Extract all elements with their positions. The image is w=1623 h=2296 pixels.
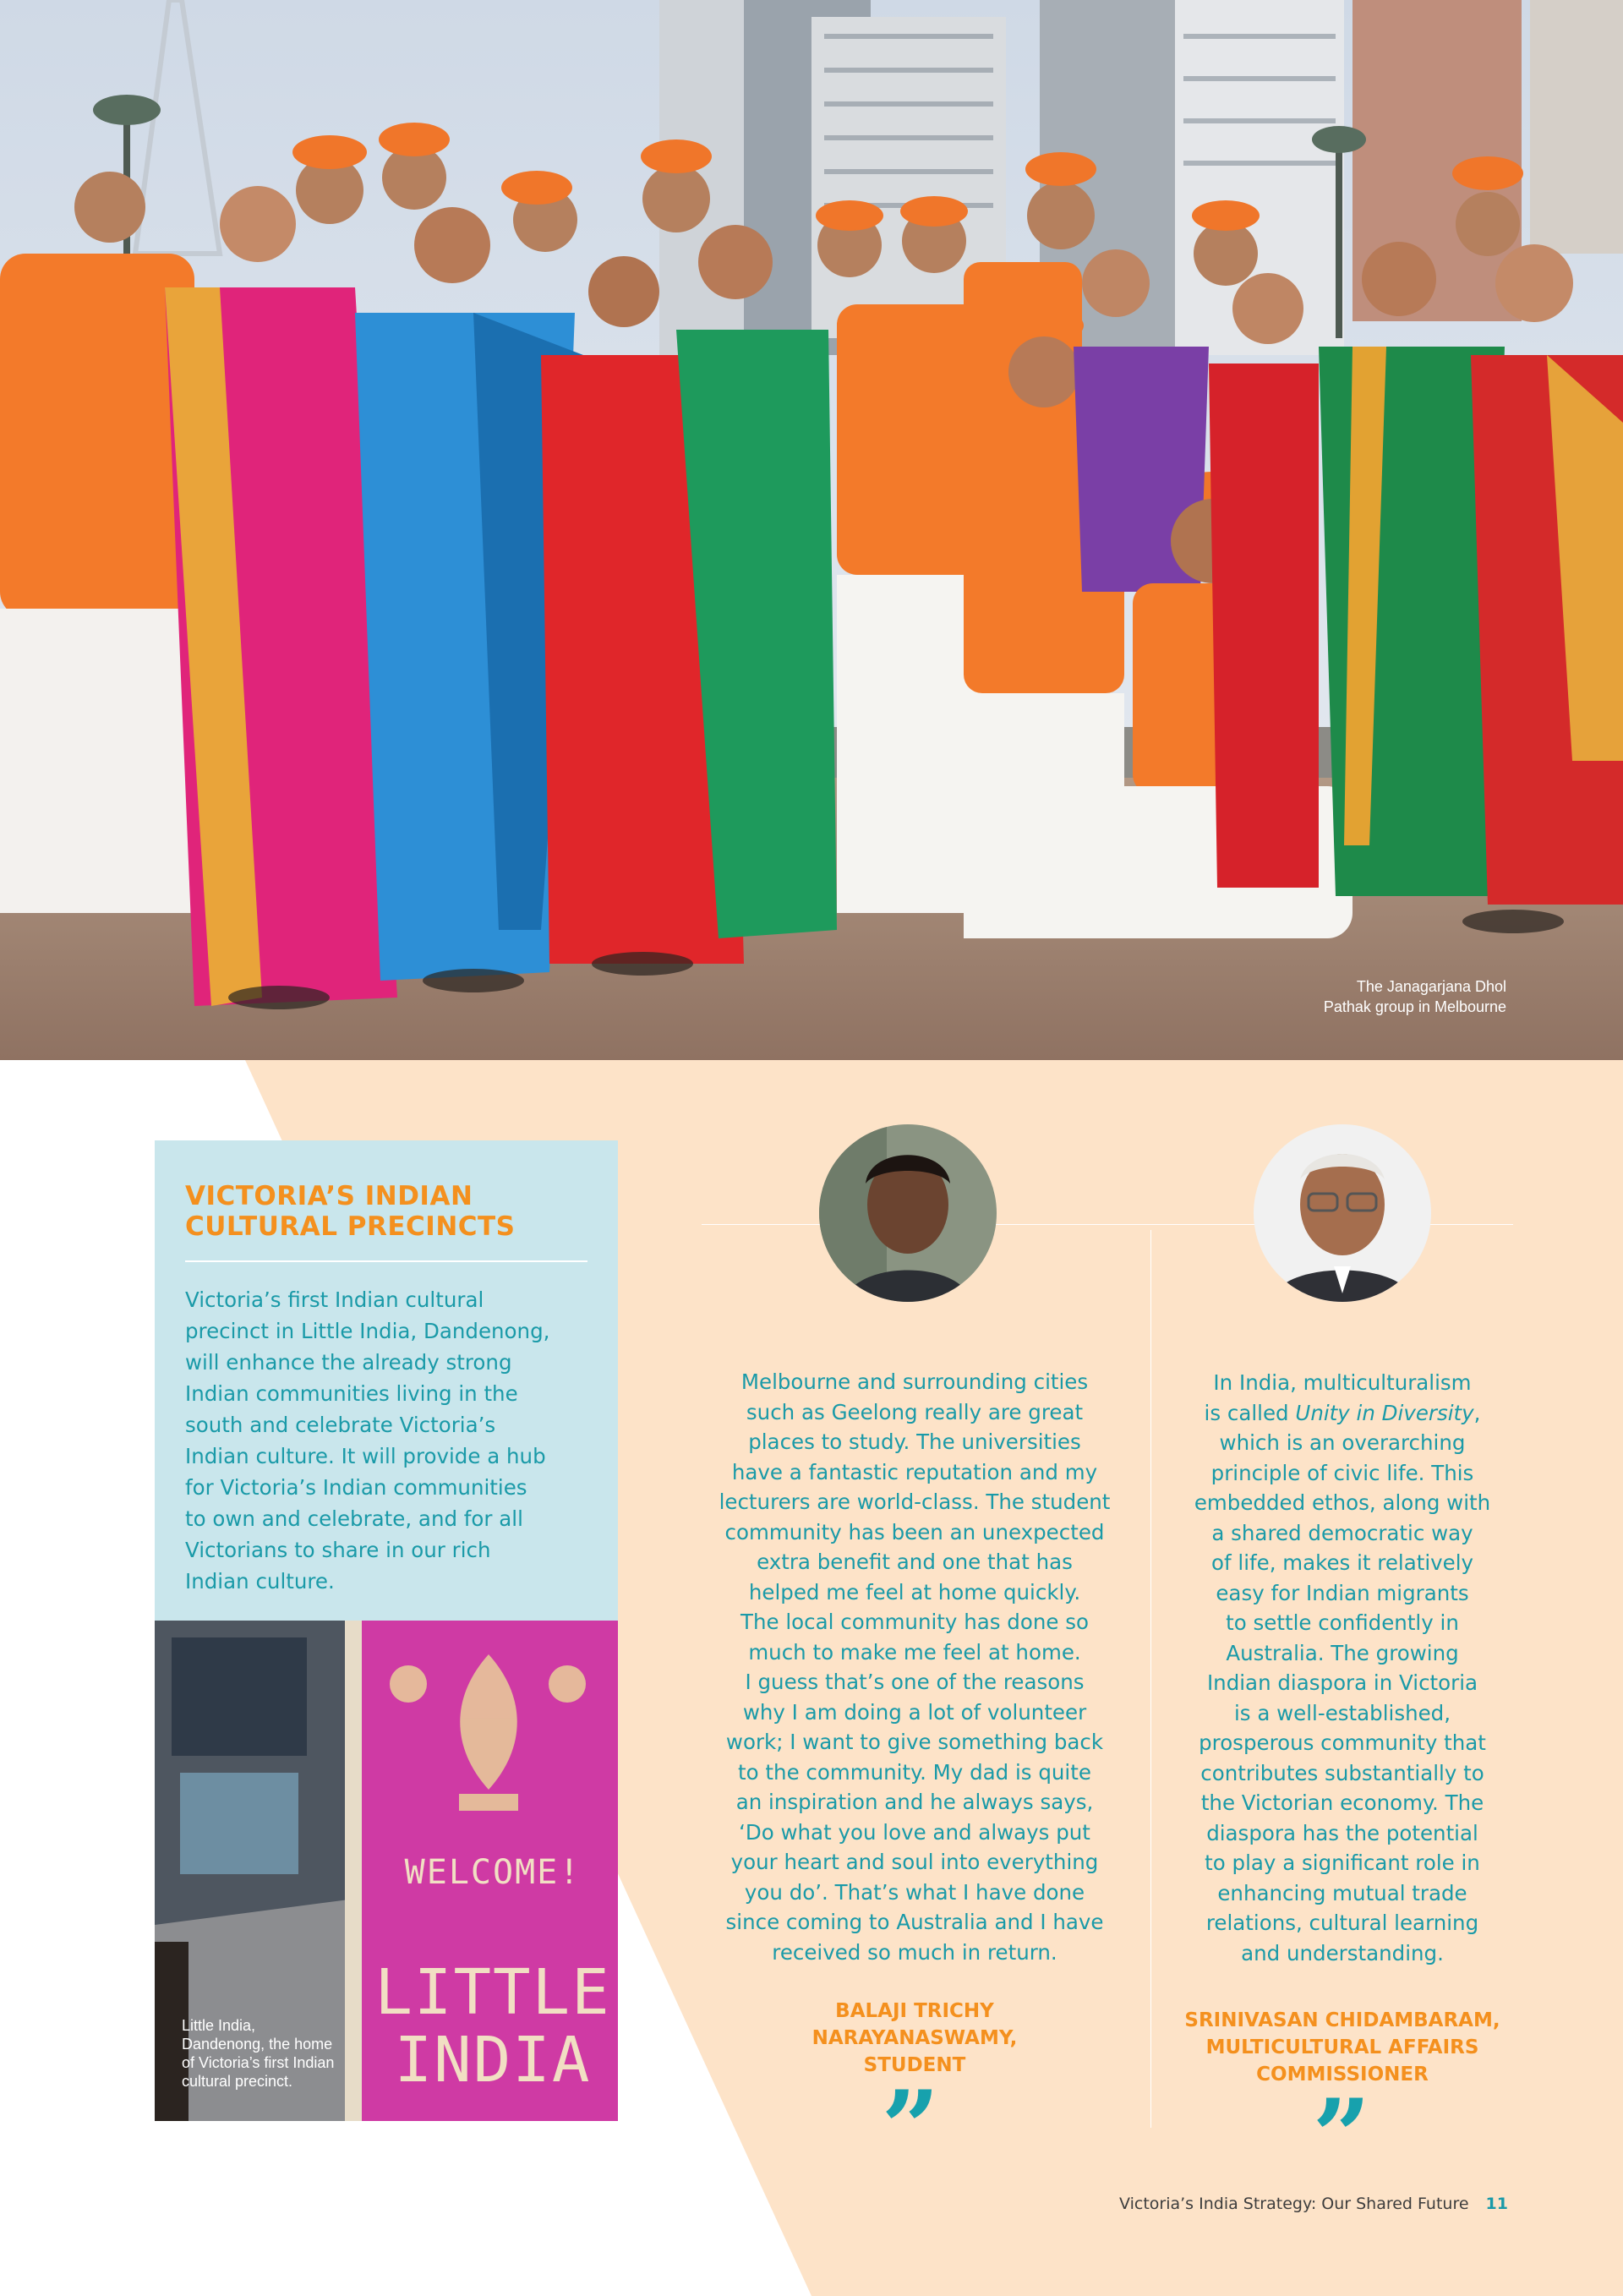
quote-balaji xyxy=(695,1367,1134,1967)
attribution-line: STUDENT xyxy=(863,2054,966,2076)
attribution-srinivasan xyxy=(1165,2007,1520,2088)
portrait-balaji-illustration xyxy=(819,1124,997,1302)
group-photo-illustration xyxy=(0,0,1623,1060)
box-body-line: to own and celebrate, and for all xyxy=(185,1506,523,1531)
quote-line: extra benefit and one that has xyxy=(757,1550,1073,1574)
box-body-line: Victorians to share in our rich xyxy=(185,1538,491,1562)
column-divider xyxy=(1150,1230,1151,2128)
quote-text-run: is called xyxy=(1204,1400,1296,1425)
box-title-line: VICTORIA’S INDIAN xyxy=(185,1181,473,1211)
quote-line: places to study. The universities xyxy=(748,1430,1081,1454)
attribution-line: BALAJI TRICHY xyxy=(835,2000,994,2022)
quote-line: I guess that’s one of the reasons xyxy=(745,1670,1085,1694)
quote-line: the Victorian economy. The xyxy=(1200,1790,1484,1815)
little-india-photo xyxy=(155,1621,618,2121)
banner-little-india-text xyxy=(366,1956,618,2096)
quote-line: a shared democratic way xyxy=(1211,1520,1473,1545)
banner-welcome-text: WELCOME! xyxy=(404,1853,582,1892)
portrait-srinivasan xyxy=(1254,1124,1431,1302)
box-body-text xyxy=(185,1284,587,1597)
quote-line: is a well-established, xyxy=(1233,1700,1451,1725)
quote-line: principle of civic life. This xyxy=(1210,1460,1474,1485)
quote-line: community has been an unexpected xyxy=(724,1519,1105,1544)
quote-line: of life, makes it relatively xyxy=(1210,1550,1474,1575)
page-number: 11 xyxy=(1485,2195,1508,2213)
box-body-line: will enhance the already strong xyxy=(185,1350,512,1375)
quote-line: Indian diaspora in Victoria xyxy=(1206,1670,1478,1695)
portrait-srinivasan-illustration xyxy=(1254,1124,1431,1302)
attribution-line: SRINIVASAN CHIDAMBARAM, xyxy=(1184,2009,1500,2031)
quote-line: to settle confidently in xyxy=(1226,1610,1459,1635)
banner-line: INDIA xyxy=(394,2024,592,2096)
quote-line: much to make me feel at home. xyxy=(748,1639,1081,1665)
hero-caption-line: The Janagarjana Dhol xyxy=(1356,978,1506,995)
footer-title: Victoria’s India Strategy: Our Shared Future xyxy=(1119,2195,1469,2213)
quote-line: In India, multiculturalism xyxy=(1213,1370,1472,1395)
box-body-line: Indian communities living in the xyxy=(185,1381,518,1406)
quote-line-mixed xyxy=(1160,1398,1525,1429)
box-title xyxy=(185,1181,587,1242)
little-india-caption xyxy=(182,2016,334,2091)
attribution-line: MULTICULTURAL AFFAIRS xyxy=(1205,2036,1479,2058)
quote-italic-run: Unity in Diversity xyxy=(1295,1400,1474,1425)
banner-line: LITTLE xyxy=(374,1956,611,2029)
quote-line: contributes substantially to xyxy=(1200,1760,1484,1785)
box-body-line: precinct in Little India, Dandenong, xyxy=(185,1319,550,1343)
quote-line: since coming to Australia and I have xyxy=(725,1910,1104,1934)
quote-line: such as Geelong really are great xyxy=(746,1399,1084,1424)
hero-caption-line: Pathak group in Melbourne xyxy=(1323,998,1506,1015)
portrait-balaji xyxy=(819,1124,997,1302)
box-divider xyxy=(185,1260,587,1262)
quote-mark-icon: ” xyxy=(1312,2077,1371,2196)
caption-line: of Victoria’s first Indian xyxy=(182,2054,335,2071)
quote-line: have a fantastic reputation and my xyxy=(731,1459,1098,1484)
box-body-line: Indian culture. It will provide a hub xyxy=(185,1444,546,1468)
quote-line: helped me feel at home quickly. xyxy=(748,1579,1081,1604)
quote-line: Australia. The growing xyxy=(1226,1640,1459,1665)
quote-line: embedded ethos, along with xyxy=(1194,1490,1491,1515)
caption-line: cultural precinct. xyxy=(182,2073,293,2090)
box-body-line: Indian culture. xyxy=(185,1569,335,1594)
quote-line: relations, cultural learning xyxy=(1205,1911,1479,1935)
quote-line: received so much in return. xyxy=(772,1939,1057,1965)
quote-line: why I am doing a lot of volunteer xyxy=(742,1699,1087,1725)
quote-srinivasan xyxy=(1160,1368,1525,1968)
quote-line: and understanding. xyxy=(1241,1940,1444,1965)
quote-line: work; I want to give something back xyxy=(725,1730,1104,1754)
hero-caption xyxy=(1236,976,1506,1017)
box-body-line: south and celebrate Victoria’s xyxy=(185,1413,496,1437)
box-body-line: Victoria’s first Indian cultural xyxy=(185,1287,484,1312)
quote-line: you do’. That’s what I have done xyxy=(744,1879,1085,1905)
page-footer xyxy=(1119,2195,1508,2213)
quote-mark-icon: ” xyxy=(881,2069,940,2188)
quote-text-run: , xyxy=(1473,1400,1481,1425)
quote-line: your heart and soul into everything xyxy=(730,1850,1099,1874)
quote-line: enhancing mutual trade xyxy=(1217,1880,1467,1905)
quote-line: easy for Indian migrants xyxy=(1216,1580,1469,1605)
box-title-line: CULTURAL PRECINCTS xyxy=(185,1211,516,1242)
quote-line: which is an overarching xyxy=(1219,1430,1466,1455)
hero-photo xyxy=(0,0,1623,1060)
attribution-line: NARAYANASWAMY, xyxy=(812,2027,1018,2049)
attribution-line: COMMISSIONER xyxy=(1256,2064,1429,2086)
quote-line: The local community has done so xyxy=(740,1610,1089,1634)
caption-line: Little India, xyxy=(182,2017,256,2034)
quote-line: an inspiration and he always says, xyxy=(735,1790,1094,1814)
quote-line: to the community. My dad is quite xyxy=(738,1759,1091,1785)
quote-line: prosperous community that xyxy=(1199,1730,1486,1755)
quote-line: Melbourne and surrounding cities xyxy=(740,1369,1089,1394)
quote-line: to play a significant role in xyxy=(1205,1850,1480,1875)
quote-line: diaspora has the potential xyxy=(1206,1820,1478,1845)
box-body-line: for Victoria’s Indian communities xyxy=(185,1475,527,1500)
cultural-precincts-box xyxy=(155,1140,618,1621)
quote-line: lecturers are world-class. The student xyxy=(719,1490,1111,1514)
quote-line: ‘Do what you love and always put xyxy=(739,1819,1090,1845)
attribution-balaji xyxy=(712,1998,1118,2079)
caption-line: Dandenong, the home xyxy=(182,2036,333,2053)
